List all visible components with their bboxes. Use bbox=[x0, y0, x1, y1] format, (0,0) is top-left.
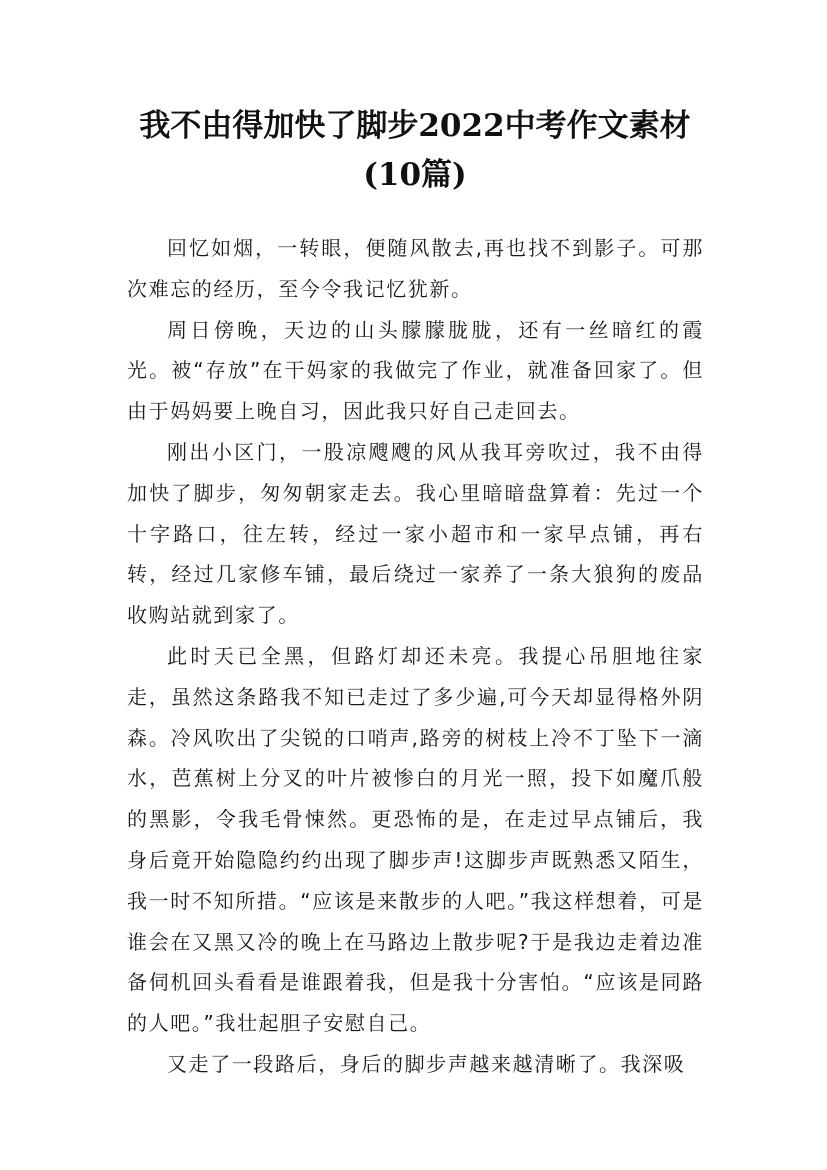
paragraph-5: 又走了一段路后，身后的脚步声越来越清晰了。我深吸 bbox=[167, 1051, 686, 1076]
document-body bbox=[127, 228, 704, 1085]
paragraph-1: 回忆如烟，一转眼，便随风散去,再也找不到影子。可那次难忘的经历，至今令我记忆犹新。 bbox=[127, 236, 704, 301]
paragraph-2: 周日傍晚，天边的山头朦朦胧胧，还有一丝暗红的霞光。被“存放”在干妈家的我做完了作业，就准备回家了。但由于妈妈要上晚自习，因此我只好自己走回去。 bbox=[127, 317, 704, 424]
paragraph-4: 此时天已全黑，但路灯却还未亮。我提心吊胆地往家走，虽然这条路我不知已走过了多少遍,可今天却显得格外阴森。冷风吹出了尖锐的口哨声,路旁的树枝上冷不丁坠下一滴水，芭蕉树上分叉的叶片被惨白的月光一照，投下如魔爪般的黑影，令我毛骨悚然。更恐怖的是，在走过早点铺后，我身后竟开始隐隐约约出现了脚步声!这脚步声既熟悉又陌生，我一时不知所措。“应该是来散步的人吧。”我这样想着，可是谁会在又黑又冷的晚上在马路边上散步呢?于是我边走着边准备伺机回头看看是谁跟着我，但是我十分害怕。“应该是同路的人吧。”我壮起胆子安慰自己。 bbox=[127, 643, 704, 1036]
paragraph-3: 刚出小区门，一股凉飕飕的风从我耳旁吹过，我不由得加快了脚步，匆匆朝家走去。我心里暗暗盘算着：先过一个十字路口，往左转，经过一家小超市和一家早点铺，再右转，经过几家修车铺，最后绕过一家养了一条大狼狗的废品收购站就到家了。 bbox=[127, 439, 704, 628]
document-title: 我不由得加快了脚步2022中考作文素材(10篇) bbox=[139, 108, 691, 193]
